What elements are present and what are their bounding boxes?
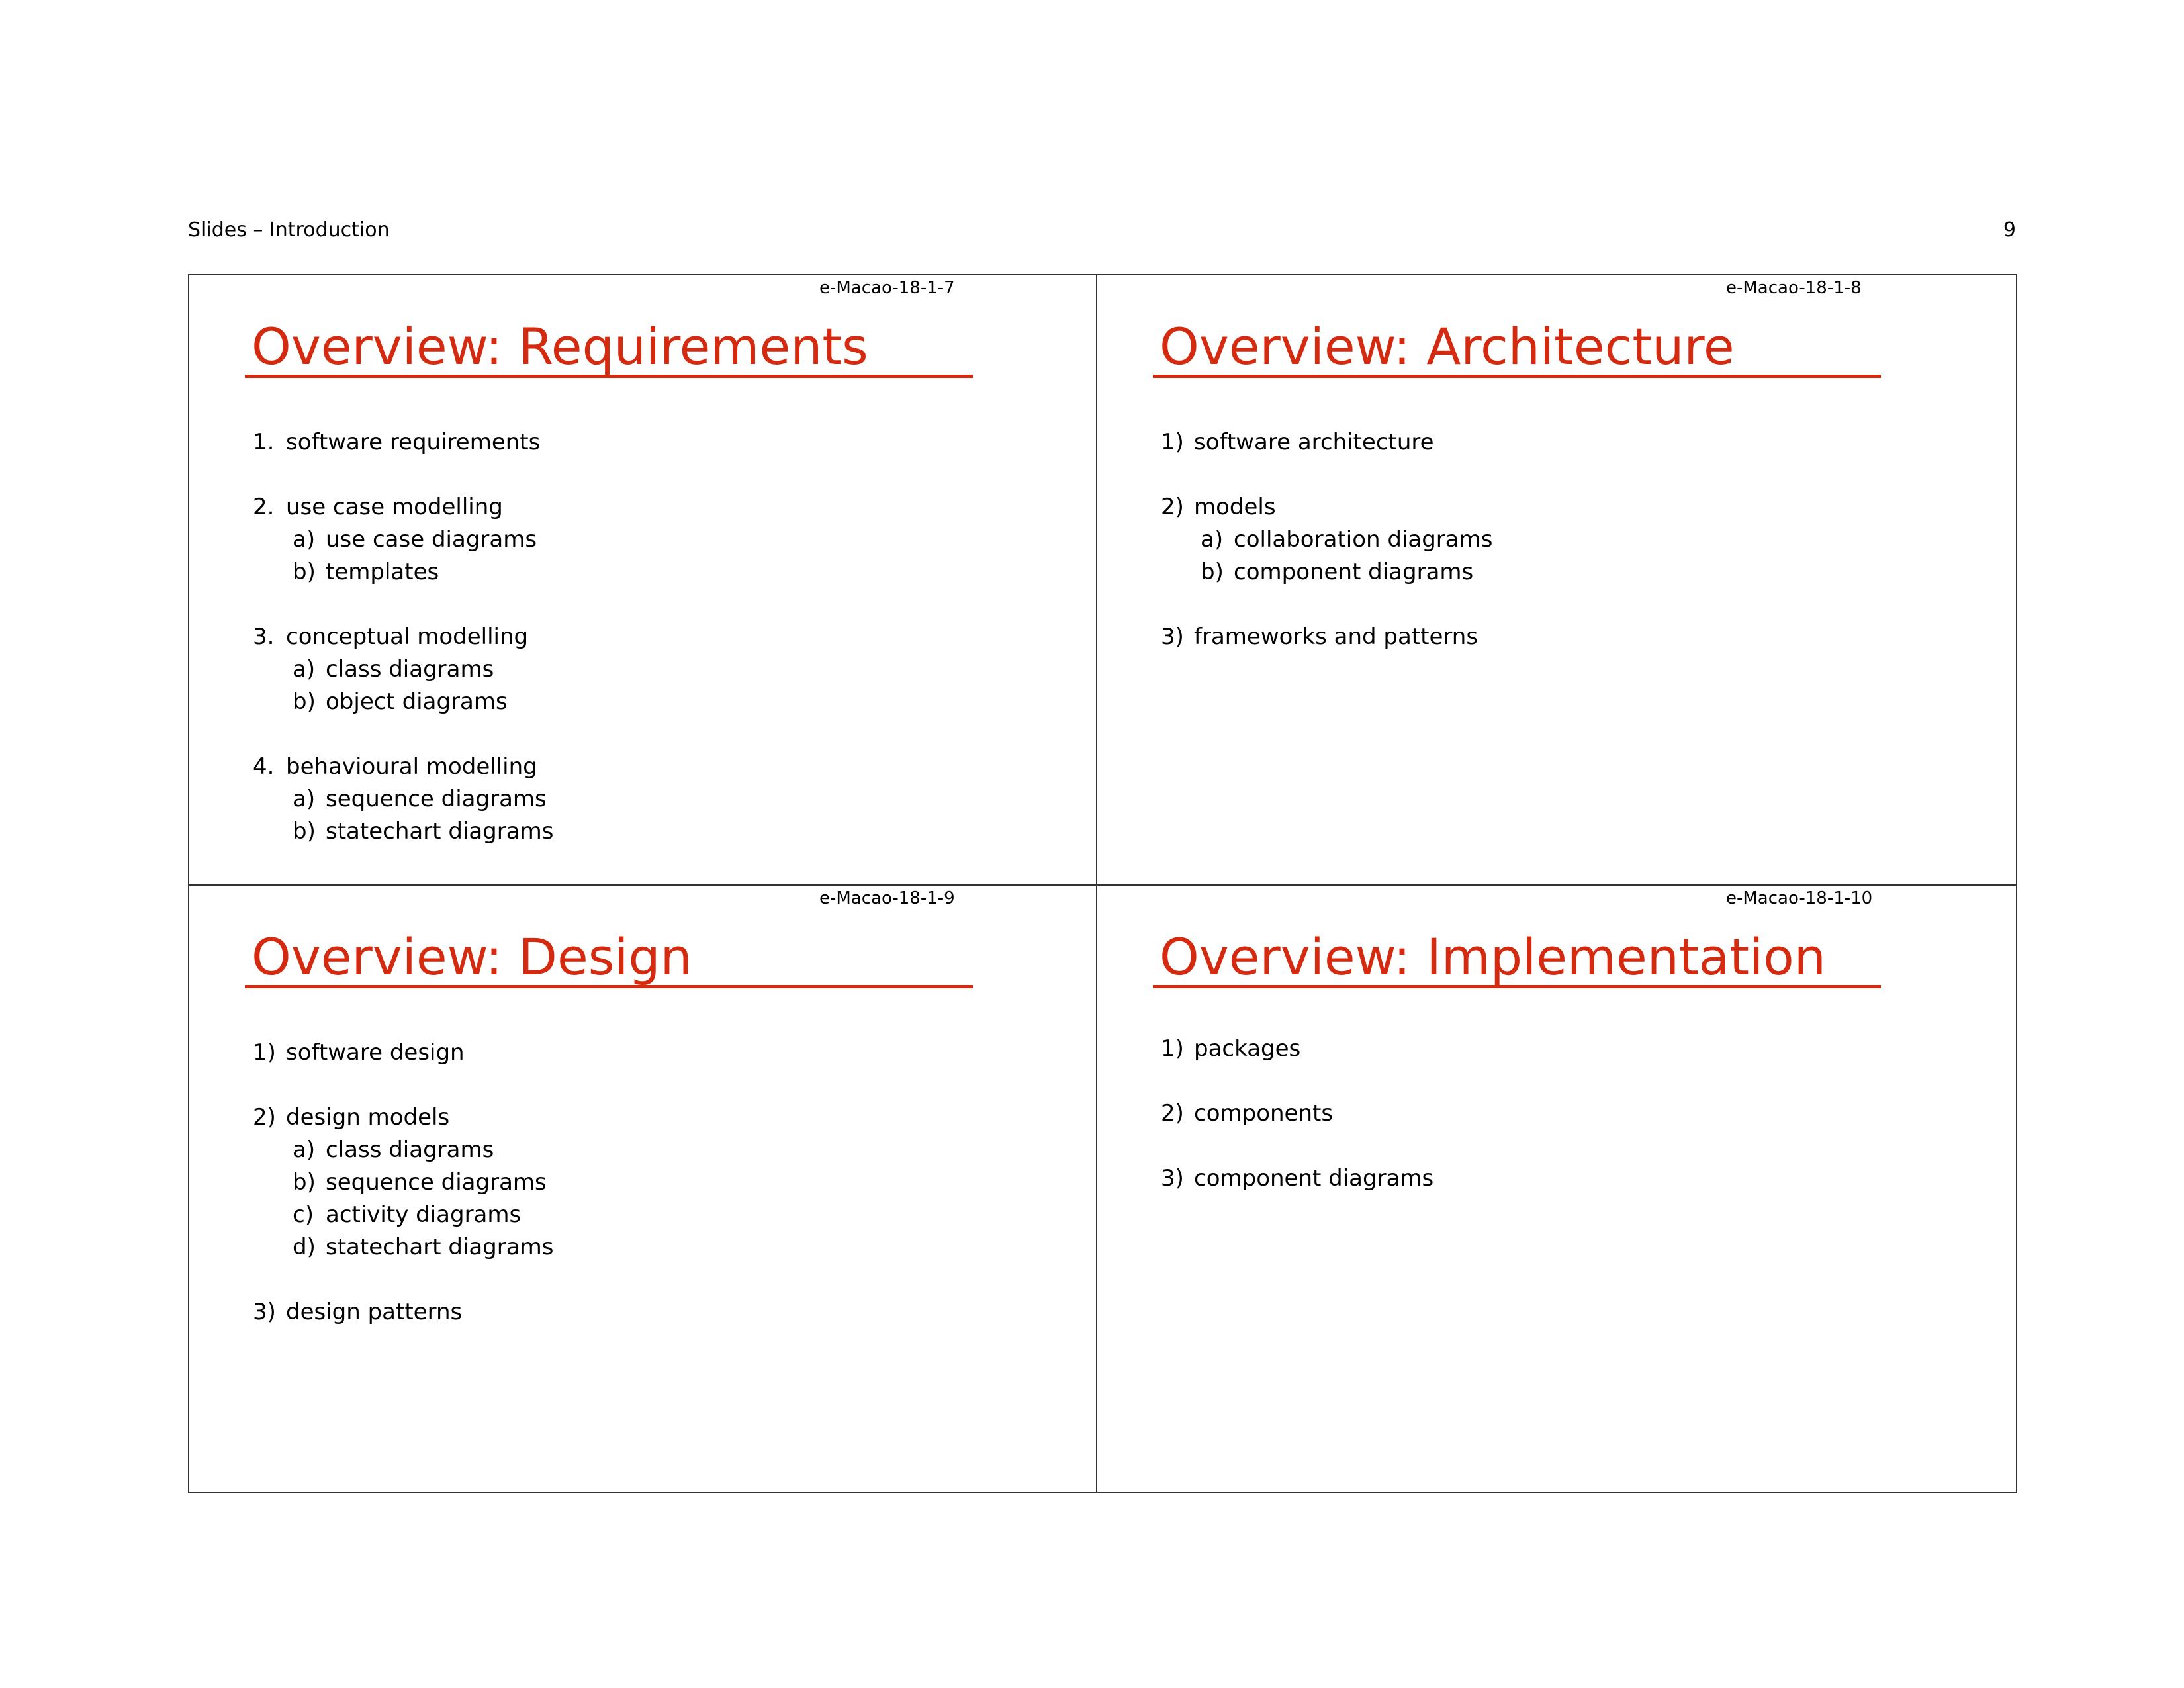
list-marker: a) xyxy=(1201,526,1224,553)
list-marker: b) xyxy=(293,1169,316,1196)
list-marker: 4. xyxy=(253,753,275,780)
list-item xyxy=(253,1102,553,1264)
sub-list xyxy=(253,653,553,718)
slide-id: e-Macao-18-1-9 xyxy=(819,888,955,908)
list-item-text: use case modelling xyxy=(286,494,503,520)
slide-title: Overview: Implementation xyxy=(1153,932,1881,988)
list-item-text: packages xyxy=(1194,1035,1301,1062)
list-item-row xyxy=(1161,1162,1433,1195)
list-marker: a) xyxy=(293,786,316,812)
list-item-text: frameworks and patterns xyxy=(1194,624,1479,650)
sub-list-item xyxy=(1201,524,1492,556)
list-item xyxy=(253,491,553,588)
list-item-row xyxy=(1161,1098,1433,1130)
sub-list-item xyxy=(293,1231,553,1264)
list-item xyxy=(1161,1033,1433,1065)
list-marker: b) xyxy=(1201,559,1224,585)
slide-id: e-Macao-18-1-10 xyxy=(1726,888,1873,908)
list-marker: b) xyxy=(293,688,316,715)
sub-list-item-text: class diagrams xyxy=(326,656,494,682)
list-marker: c) xyxy=(293,1201,314,1228)
list-item xyxy=(1161,1162,1433,1195)
list-item-row xyxy=(253,1296,553,1329)
sub-list-item-text: templates xyxy=(326,559,439,585)
slide-id: e-Macao-18-1-7 xyxy=(819,278,955,298)
slide-grid xyxy=(188,274,2017,1493)
list-marker: 3. xyxy=(253,624,275,650)
sub-list-item-text: statechart diagrams xyxy=(326,818,554,845)
list-item xyxy=(253,1296,553,1329)
list-item-text: design models xyxy=(286,1104,450,1131)
list-item-text: component diagrams xyxy=(1194,1165,1434,1192)
list-marker: 3) xyxy=(1161,624,1184,650)
list-item-row xyxy=(253,1037,553,1069)
list-item-row xyxy=(253,751,553,783)
list-item-text: conceptual modelling xyxy=(286,624,529,650)
slide-panel xyxy=(189,275,1096,884)
list-item-row xyxy=(253,491,553,524)
list-marker: 1) xyxy=(1161,1035,1184,1062)
list-marker: a) xyxy=(293,526,316,553)
list-item xyxy=(1161,426,1492,459)
list-item xyxy=(253,426,553,459)
sub-list-item xyxy=(1201,556,1492,588)
sub-list-item xyxy=(293,1199,553,1231)
list-marker: 2. xyxy=(253,494,275,520)
sub-list-item-text: component diagrams xyxy=(1234,559,1474,585)
sub-list-item xyxy=(293,816,553,848)
list-item-row xyxy=(253,426,553,459)
sub-list-item-text: object diagrams xyxy=(326,688,508,715)
list-marker: 1) xyxy=(1161,429,1184,455)
sub-list-item-text: statechart diagrams xyxy=(326,1234,554,1260)
list-marker: a) xyxy=(293,656,316,682)
document-title: Slides – Introduction xyxy=(188,218,390,242)
list-marker: 2) xyxy=(253,1104,276,1131)
list-item xyxy=(253,621,553,718)
sub-list-item xyxy=(293,1166,553,1199)
list-item-row xyxy=(1161,491,1492,524)
list-item-text: design patterns xyxy=(286,1299,463,1325)
list-item xyxy=(253,1037,553,1069)
list-marker: b) xyxy=(293,559,316,585)
slide-title: Overview: Requirements xyxy=(245,322,973,378)
sub-list-item-text: sequence diagrams xyxy=(326,786,547,812)
list-item-text: software design xyxy=(286,1039,465,1066)
sub-list-item xyxy=(293,1134,553,1166)
slide-item-list xyxy=(1161,1033,1433,1195)
list-item xyxy=(1161,621,1492,653)
slide-item-list xyxy=(1161,426,1492,653)
slide-item-list xyxy=(253,1037,553,1329)
list-item-row xyxy=(1161,1033,1433,1065)
sub-list-item xyxy=(293,686,553,718)
list-item-text: behavioural modelling xyxy=(286,753,537,780)
list-marker: a) xyxy=(293,1137,316,1163)
sub-list-item xyxy=(293,783,553,816)
list-item xyxy=(253,751,553,848)
slide-title: Overview: Design xyxy=(245,932,973,988)
sub-list xyxy=(253,783,553,848)
slide-item-list xyxy=(253,426,553,848)
sub-list-item xyxy=(293,524,553,556)
sub-list-item-text: sequence diagrams xyxy=(326,1169,547,1196)
sub-list-item-text: class diagrams xyxy=(326,1137,494,1163)
list-marker: 2) xyxy=(1161,494,1184,520)
list-marker: b) xyxy=(293,818,316,845)
list-item-text: components xyxy=(1194,1100,1334,1127)
slide-panel xyxy=(1097,275,2004,884)
page-number: 9 xyxy=(2003,218,2016,242)
list-marker: 3) xyxy=(253,1299,276,1325)
list-item-text: models xyxy=(1194,494,1276,520)
list-item-row xyxy=(1161,621,1492,653)
slide-title: Overview: Architecture xyxy=(1153,322,1881,378)
sub-list xyxy=(253,524,553,588)
list-item xyxy=(1161,1098,1433,1130)
sub-list-item xyxy=(293,556,553,588)
list-marker: 2) xyxy=(1161,1100,1184,1127)
sub-list-item-text: activity diagrams xyxy=(326,1201,522,1228)
page-header xyxy=(188,218,2016,245)
sub-list-item-text: use case diagrams xyxy=(326,526,537,553)
list-marker: d) xyxy=(293,1234,316,1260)
slide-id: e-Macao-18-1-8 xyxy=(1726,278,1862,298)
sub-list-item-text: collaboration diagrams xyxy=(1234,526,1493,553)
list-item-text: software architecture xyxy=(1194,429,1434,455)
sub-list-item xyxy=(293,653,553,686)
slide-panel xyxy=(1097,886,2004,1495)
list-item-row xyxy=(1161,426,1492,459)
list-item xyxy=(1161,491,1492,588)
list-item-text: software requirements xyxy=(286,429,541,455)
sub-list xyxy=(1161,524,1492,588)
list-item-row xyxy=(253,621,553,653)
list-marker: 1. xyxy=(253,429,275,455)
sub-list xyxy=(253,1134,553,1264)
list-marker: 1) xyxy=(253,1039,276,1066)
list-item-row xyxy=(253,1102,553,1134)
slide-panel xyxy=(189,886,1096,1495)
list-marker: 3) xyxy=(1161,1165,1184,1192)
